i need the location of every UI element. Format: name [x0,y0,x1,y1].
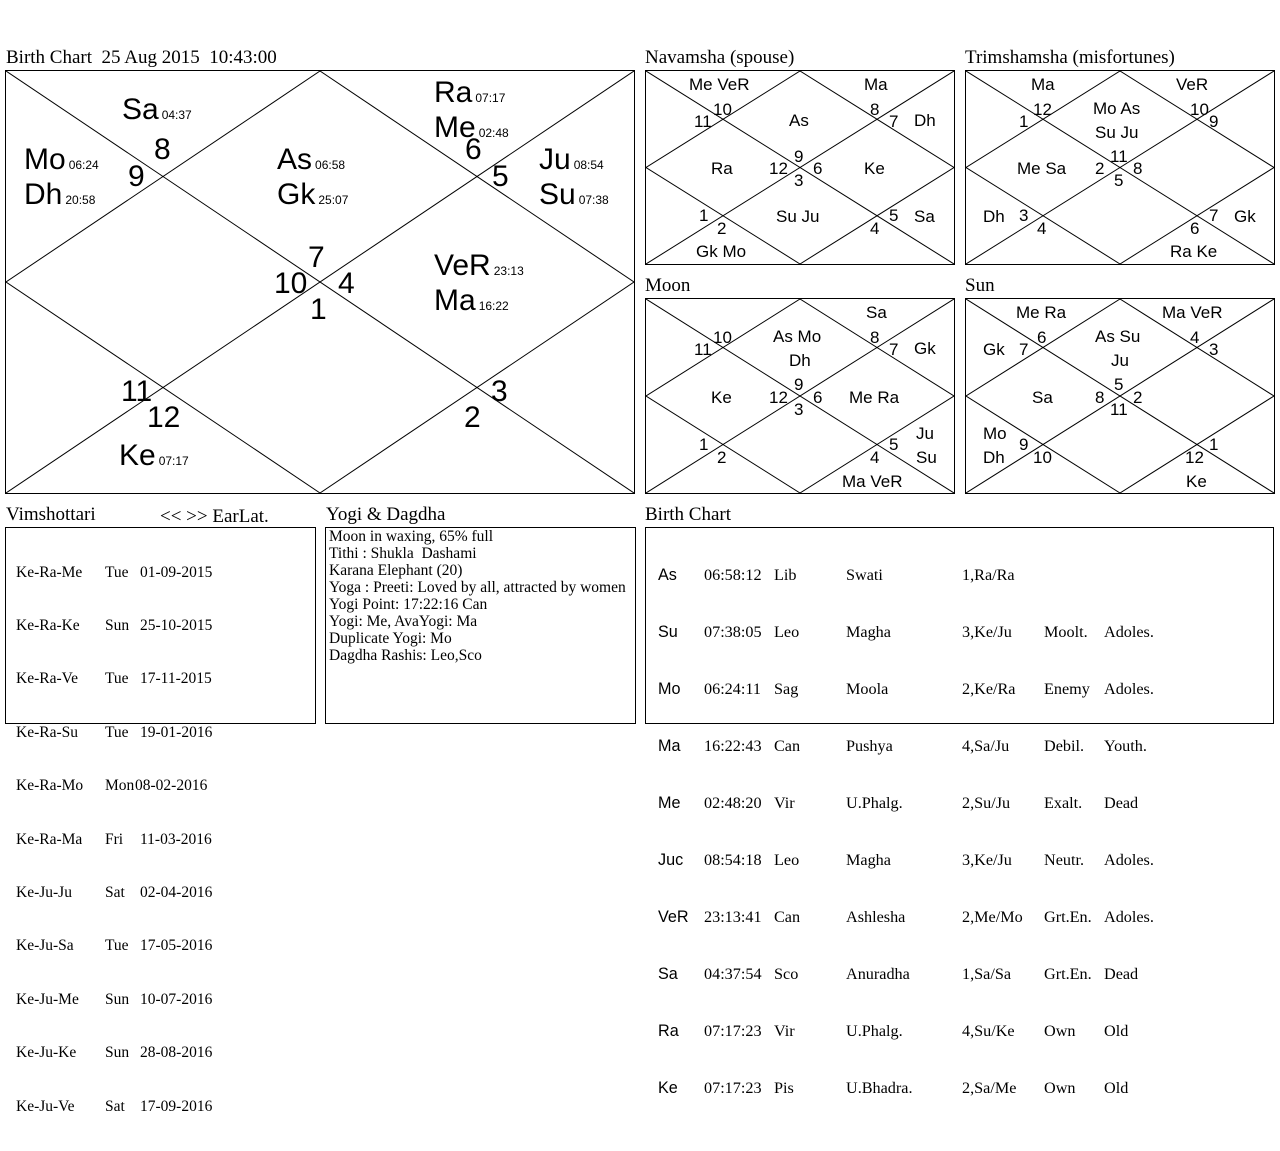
house-number: 7 [1209,206,1219,225]
occupant: Ra [711,159,733,178]
house-number: 8 [1095,388,1105,407]
occupant: Ma [1031,75,1055,94]
vimshottari-panel [5,527,316,1115]
moon-phase: Moon in waxing, 65% full [329,528,494,545]
house-number: 10 [274,267,308,300]
house-number: 11 [121,375,153,408]
trimshamsha-panel [965,70,1275,265]
sun-chart-panel [965,298,1275,494]
house-number: 2 [717,448,727,467]
dasha-row[interactable]: Ke-Ra-Ke Sun 25-10-2015 [16,616,213,634]
occupant: Ke [864,159,885,178]
house-number: 6 [465,133,482,166]
sun-chart-diagram [966,299,1274,493]
occupant: Ra Ke [1170,242,1218,261]
occupant: Gk Mo [696,242,747,261]
planet-ver: VeR 23:13 [434,249,524,282]
yoga: Yoga : Preeti: Loved by all, attracted by women [329,579,626,596]
house-number: 8 [870,328,880,347]
house-number: 10 [1190,100,1209,119]
planet-mo: Mo 06:24 [24,143,99,176]
occupant: Ma VeR [842,472,903,491]
yogi-info [329,528,629,664]
table-row[interactable]: Me 02:48:20 Vir U.Phalg. 2,Su/Ju Exalt. Dead [658,794,1139,812]
house-number: 6 [813,388,823,407]
dasha-row[interactable]: Ke-Ju-Ju Sat 02-04-2016 [16,883,213,901]
table-row[interactable]: Sa 04:37:54 Sco Anuradha 1,Sa/Sa Grt.En. Dead [658,965,1139,983]
occupant: Gk [1234,207,1256,226]
house-number: 1 [699,435,709,454]
table-row[interactable]: Su 07:38:05 Leo Magha 3,Ke/Ju Moolt. Adoles. [658,623,1154,641]
planet-sa: Sa 04:37 [122,93,192,126]
dasha-row[interactable]: Ke-Ra-Ma Fri 11-03-2016 [16,830,212,848]
birth-chart-title: Birth Chart 25 Aug 2015 10:43:00 [6,47,277,68]
house-number: 4 [1037,219,1047,238]
house-number: 8 [1133,159,1143,178]
dasha-row[interactable]: Ke-Ra-Me Tue 01-09-2015 [16,563,213,581]
vimshottari-nav[interactable]: << >> EarLat. [160,506,269,527]
house-number: 12 [769,388,788,407]
house-number: 9 [794,375,804,394]
occupant: Gk [914,339,936,358]
house-number: 8 [870,100,880,119]
birth-chart-diagram [6,71,634,493]
house-number: 12 [1033,100,1052,119]
planet-su: Su 07:38 [539,178,609,211]
house-number: 11 [694,112,712,131]
occupant: Ke [711,388,732,407]
house-number: 7 [308,241,325,274]
planet-table-panel [645,527,1274,1097]
dasha-row[interactable]: Ke-Ra-Su Tue 19-01-2016 [16,723,213,741]
occupant: Sa [914,207,935,226]
trimshamsha-diagram [966,71,1274,264]
occupant: Dh [983,448,1005,467]
house-number: 5 [1114,375,1124,394]
house-number: 9 [128,160,145,193]
house-number: 5 [889,435,899,454]
table-row[interactable]: Ma 16:22:43 Can Pushya 4,Sa/Ju Debil. Youth. [658,737,1147,755]
navamsha-title: Navamsha (spouse) [645,47,795,68]
moon-chart-title: Moon [645,275,691,296]
table-row[interactable]: VeR 23:13:41 Can Ashlesha 2,Me/Mo Grt.En. Adoles. [658,908,1154,926]
house-number: 12 [1185,448,1204,467]
duplicate-yogi: Duplicate Yogi: Mo [329,630,452,647]
birth-chart-panel [5,70,635,494]
house-number: 7 [889,112,899,131]
occupant: Me Sa [1017,159,1067,178]
yogi-title: Yogi & Dagdha [326,504,446,525]
occupant: Mo As [1093,99,1141,118]
house-number: 3 [491,375,508,408]
occupant: VeR [1176,75,1209,94]
table-row[interactable]: As 06:58:12 Lib Swati 1,Ra/Ra [658,566,1015,584]
house-number: 2 [1133,388,1143,407]
house-number: 6 [1190,219,1200,238]
house-number: 1 [1019,112,1029,131]
house-number: 3 [794,400,804,419]
occupant: Gk [983,340,1005,359]
house-number: 3 [1019,206,1029,225]
house-number: 5 [1114,171,1124,190]
planet-ra: Ra 07:17 [434,76,506,109]
dasha-row[interactable]: Ke-Ju-Ve Sat 17-09-2016 [16,1097,213,1115]
occupant: Ma VeR [1162,303,1223,322]
house-number: 1 [699,206,709,225]
planet-as: As 06:58 [277,143,346,176]
house-number: 3 [794,171,804,190]
house-number: 12 [147,401,181,434]
vimshottari-title: Vimshottari [6,504,96,525]
planet-ma: Ma 16:22 [434,284,509,317]
occupant: Sa [1032,388,1053,407]
occupant: As [789,111,809,130]
house-number: 4 [338,267,355,300]
occupant: Ju [916,424,934,443]
occupant: Dh [789,351,811,370]
planet-me: Me 02:48 [434,111,509,144]
house-number: 1 [310,293,327,326]
sun-chart-title: Sun [965,275,995,296]
dasha-row[interactable]: Ke-Ra-Ve Tue 17-11-2015 [16,670,212,688]
table-row[interactable]: Mo 06:24:11 Sag Moola 2,Ke/Ra Enemy Adoles. [658,680,1154,698]
house-number: 2 [717,219,727,238]
occupant: Ke [1186,472,1207,491]
house-number: 4 [870,219,880,238]
karana: Karana Elephant (20) [329,562,463,579]
house-number: 7 [889,340,899,359]
dasha-row[interactable]: Ke-Ju-Sa Tue 17-05-2016 [16,937,213,955]
table-row[interactable]: Juc 08:54:18 Leo Magha 3,Ke/Ju Neutr. Adoles. [658,851,1154,869]
house-number: 4 [870,448,880,467]
house-number: 9 [1209,112,1219,131]
occupant: Me VeR [689,75,750,94]
tithi: Tithi : Shukla Dashami [329,545,477,562]
trimshamsha-title: Trimshamsha (misfortunes) [965,47,1175,68]
house-number: 5 [492,160,509,193]
occupant: Su Ju [776,207,820,226]
house-number: 10 [713,100,732,119]
planet-table [646,528,1273,1136]
dagdha-rashis: Dagdha Rashis: Leo,Sco [329,647,482,664]
navamsha-diagram [646,71,954,264]
occupant: Me Ra [849,388,900,407]
house-number: 10 [1033,448,1052,467]
occupant: Ma [864,75,888,94]
planet-ke: Ke 07:17 [119,439,189,472]
house-number: 10 [713,328,732,347]
occupant: Dh [914,111,936,130]
house-number: 9 [1019,435,1029,454]
moon-chart-panel [645,298,955,494]
house-number: 11 [1110,400,1128,419]
occupant: As Mo [773,327,822,346]
yogi-avayogi: Yogi: Me, AvaYogi: Ma [329,613,478,630]
yogi-point: Yogi Point: 17:22:16 Can [329,596,488,613]
planet-gk: Gk 25:07 [277,178,349,211]
house-number: 9 [794,147,804,166]
dasha-row[interactable]: Ke-Ra-Mo Mon 08-02-2016 [16,777,208,795]
occupant: Sa [866,303,887,322]
dasha-row[interactable]: Ke-Ju-Ke Sun 28-08-2016 [16,1044,213,1062]
table-row[interactable]: Ke 07:17:23 Pis U.Bhadra. 2,Sa/Me Own Old [658,1079,1129,1097]
occupant: Me Ra [1016,303,1067,322]
occupant: Mo [983,424,1007,443]
planet-ju: Ju 08:54 [539,143,604,176]
occupant: Su [916,448,937,467]
occupant: As Su [1095,327,1141,346]
planet-dh: Dh 20:58 [24,178,96,211]
house-number: 6 [1037,328,1047,347]
yogi-panel [325,527,636,724]
table-row[interactable]: Ra 07:17:23 Vir U.Phalg. 4,Su/Ke Own Old [658,1022,1129,1040]
house-number: 3 [1209,340,1219,359]
dasha-row[interactable]: Ke-Ju-Me Sun 10-07-2016 [16,990,213,1008]
house-number: 7 [1019,340,1029,359]
house-number: 1 [1209,435,1219,454]
occupant: Ju [1111,351,1129,370]
planet-table-title: Birth Chart [645,504,732,525]
house-number: 8 [154,133,171,166]
house-number: 11 [694,340,712,359]
house-number: 4 [1190,328,1200,347]
house-number: 2 [1095,159,1105,178]
dasha-list [16,528,213,1151]
moon-chart-diagram [646,299,954,493]
house-number: 2 [464,401,481,434]
house-number: 12 [769,159,788,178]
occupant: Dh [983,207,1005,226]
occupant: Su Ju [1095,123,1139,142]
navamsha-panel [645,70,955,265]
house-number: 11 [1110,147,1128,166]
house-number: 5 [889,206,899,225]
house-number: 6 [813,159,823,178]
